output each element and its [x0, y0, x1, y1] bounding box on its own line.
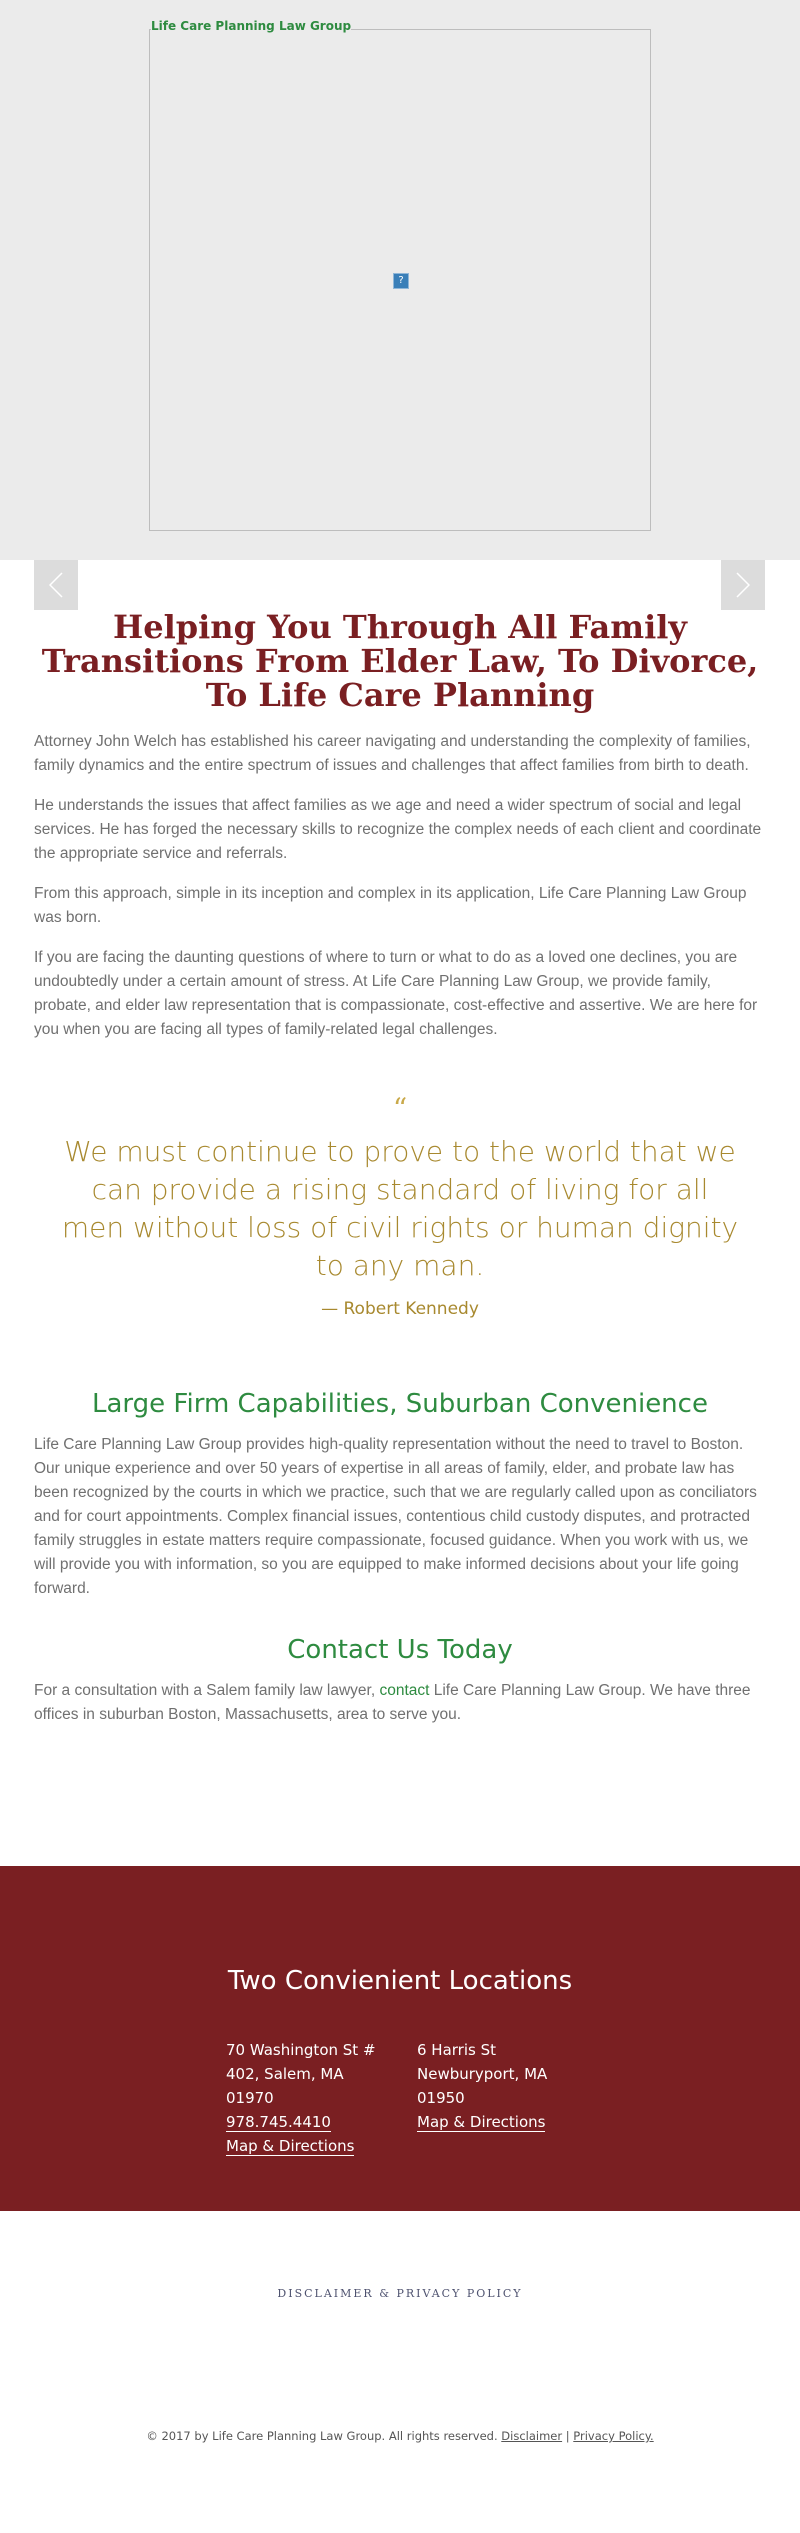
locations-heading: Two Convienient Locations	[227, 1966, 573, 1996]
intro-paragraph-4: If you are facing the daunting questions of where to turn or what to do as a loved one declines, you are undoubtedly under a certain amount of stress. At Life Care Planning Law Group, we provide family, probate, and elder law representation that is compassionate, cost-effective and assertive. We are here for you when you are facing all types of family-related legal challenges.	[34, 949, 758, 1038]
hero-banner	[0, 0, 800, 560]
newburyport-location	[417, 2038, 577, 2134]
broken-image-icon: ?	[393, 273, 409, 289]
newburyport-map-directions-link[interactable]: Map & Directions	[417, 2113, 546, 2131]
main-content	[0, 610, 800, 1727]
footer-privacy-link[interactable]: Privacy Policy.	[573, 2429, 654, 2443]
salem-location	[226, 2038, 376, 2158]
intro-paragraph-1: Attorney John Welch has established his career navigating and understanding the complexity of families, family dynamics and the entire spectrum of issues and challenges that affect families from birth to death.	[34, 733, 751, 774]
quote-mark-icon: “	[392, 1092, 408, 1125]
quote-text: We must continue to prove to the world that we can provide a rising standard of living for all men without loss of civil rights or human dignity to any man.	[61, 1135, 739, 1282]
capabilities-heading: Large Firm Capabilities, Suburban Convenience	[92, 1389, 708, 1419]
newburyport-address-line-2: Newburyport, MA	[417, 2065, 548, 2083]
contact-text-after: Life Care Planning Law Group. We have three offices in suburban Boston, Massachusetts, area to serve you.	[34, 1682, 751, 1723]
intro-paragraph-3: From this approach, simple in its inception and complex in its application, Life Care Planning Law Group was born.	[34, 885, 747, 926]
copyright-footer	[0, 2429, 800, 2443]
newburyport-zip: 01950	[417, 2089, 465, 2107]
slider-next-button[interactable]	[721, 560, 765, 610]
quote-author: — Robert Kennedy	[321, 1299, 479, 1319]
contact-paragraph	[34, 1679, 766, 1727]
chevron-left-icon	[49, 572, 63, 598]
locations-band	[0, 1866, 800, 2211]
disclaimer-privacy-link[interactable]: DISCLAIMER & PRIVACY POLICY	[277, 2287, 523, 2300]
salem-address-line-2: 402, Salem, MA	[226, 2065, 344, 2083]
intro-paragraph-2: He understands the issues that affect families as we age and need a wider spectrum of social and legal services. He has forged the necessary skills to recognize the complex needs of each client and coordinate the appropriate service and referrals.	[34, 797, 762, 862]
contact-heading: Contact Us Today	[287, 1635, 513, 1665]
capabilities-paragraph: Life Care Planning Law Group provides high-quality representation without the need to travel to Boston. Our unique experience and over 50 years of expertise in all areas of family, elder, and probate law has been recognized by the courts in which we practice, such that we are regularly called upon as conciliators and for court appointments. Complex financial issues, contentious child custody disputes, and protracted family struggles in estate matters require compassionate, focused guidance. When you work with us, we will provide you with information, so you are equipped to make informed decisions about your life going forward.	[34, 1436, 757, 1597]
contact-link[interactable]: contact	[379, 1682, 430, 1699]
salem-map-directions-link[interactable]: Map & Directions	[226, 2137, 355, 2155]
contact-text-before: For a consultation with a Salem family law lawyer,	[34, 1682, 380, 1699]
chevron-right-icon	[736, 572, 750, 598]
newburyport-address-line-1: 6 Harris St	[417, 2041, 497, 2059]
salem-phone-link[interactable]: 978.745.4410	[226, 2113, 331, 2131]
page-title: Helping You Through All Family Transitions From Elder Law, To Divorce, To Life Care Planning	[41, 608, 759, 714]
copyright-text: © 2017 by Life Care Planning Law Group. All rights reserved.	[146, 2429, 502, 2443]
footer-separator: |	[562, 2429, 574, 2443]
slider-prev-button[interactable]	[34, 560, 78, 610]
salem-address-line-1: 70 Washington St #	[226, 2041, 376, 2059]
salem-zip: 01970	[226, 2089, 274, 2107]
logo-alt-text[interactable]: Life Care Planning Law Group	[151, 19, 352, 33]
footer-disclaimer-link[interactable]: Disclaimer	[501, 2429, 563, 2443]
